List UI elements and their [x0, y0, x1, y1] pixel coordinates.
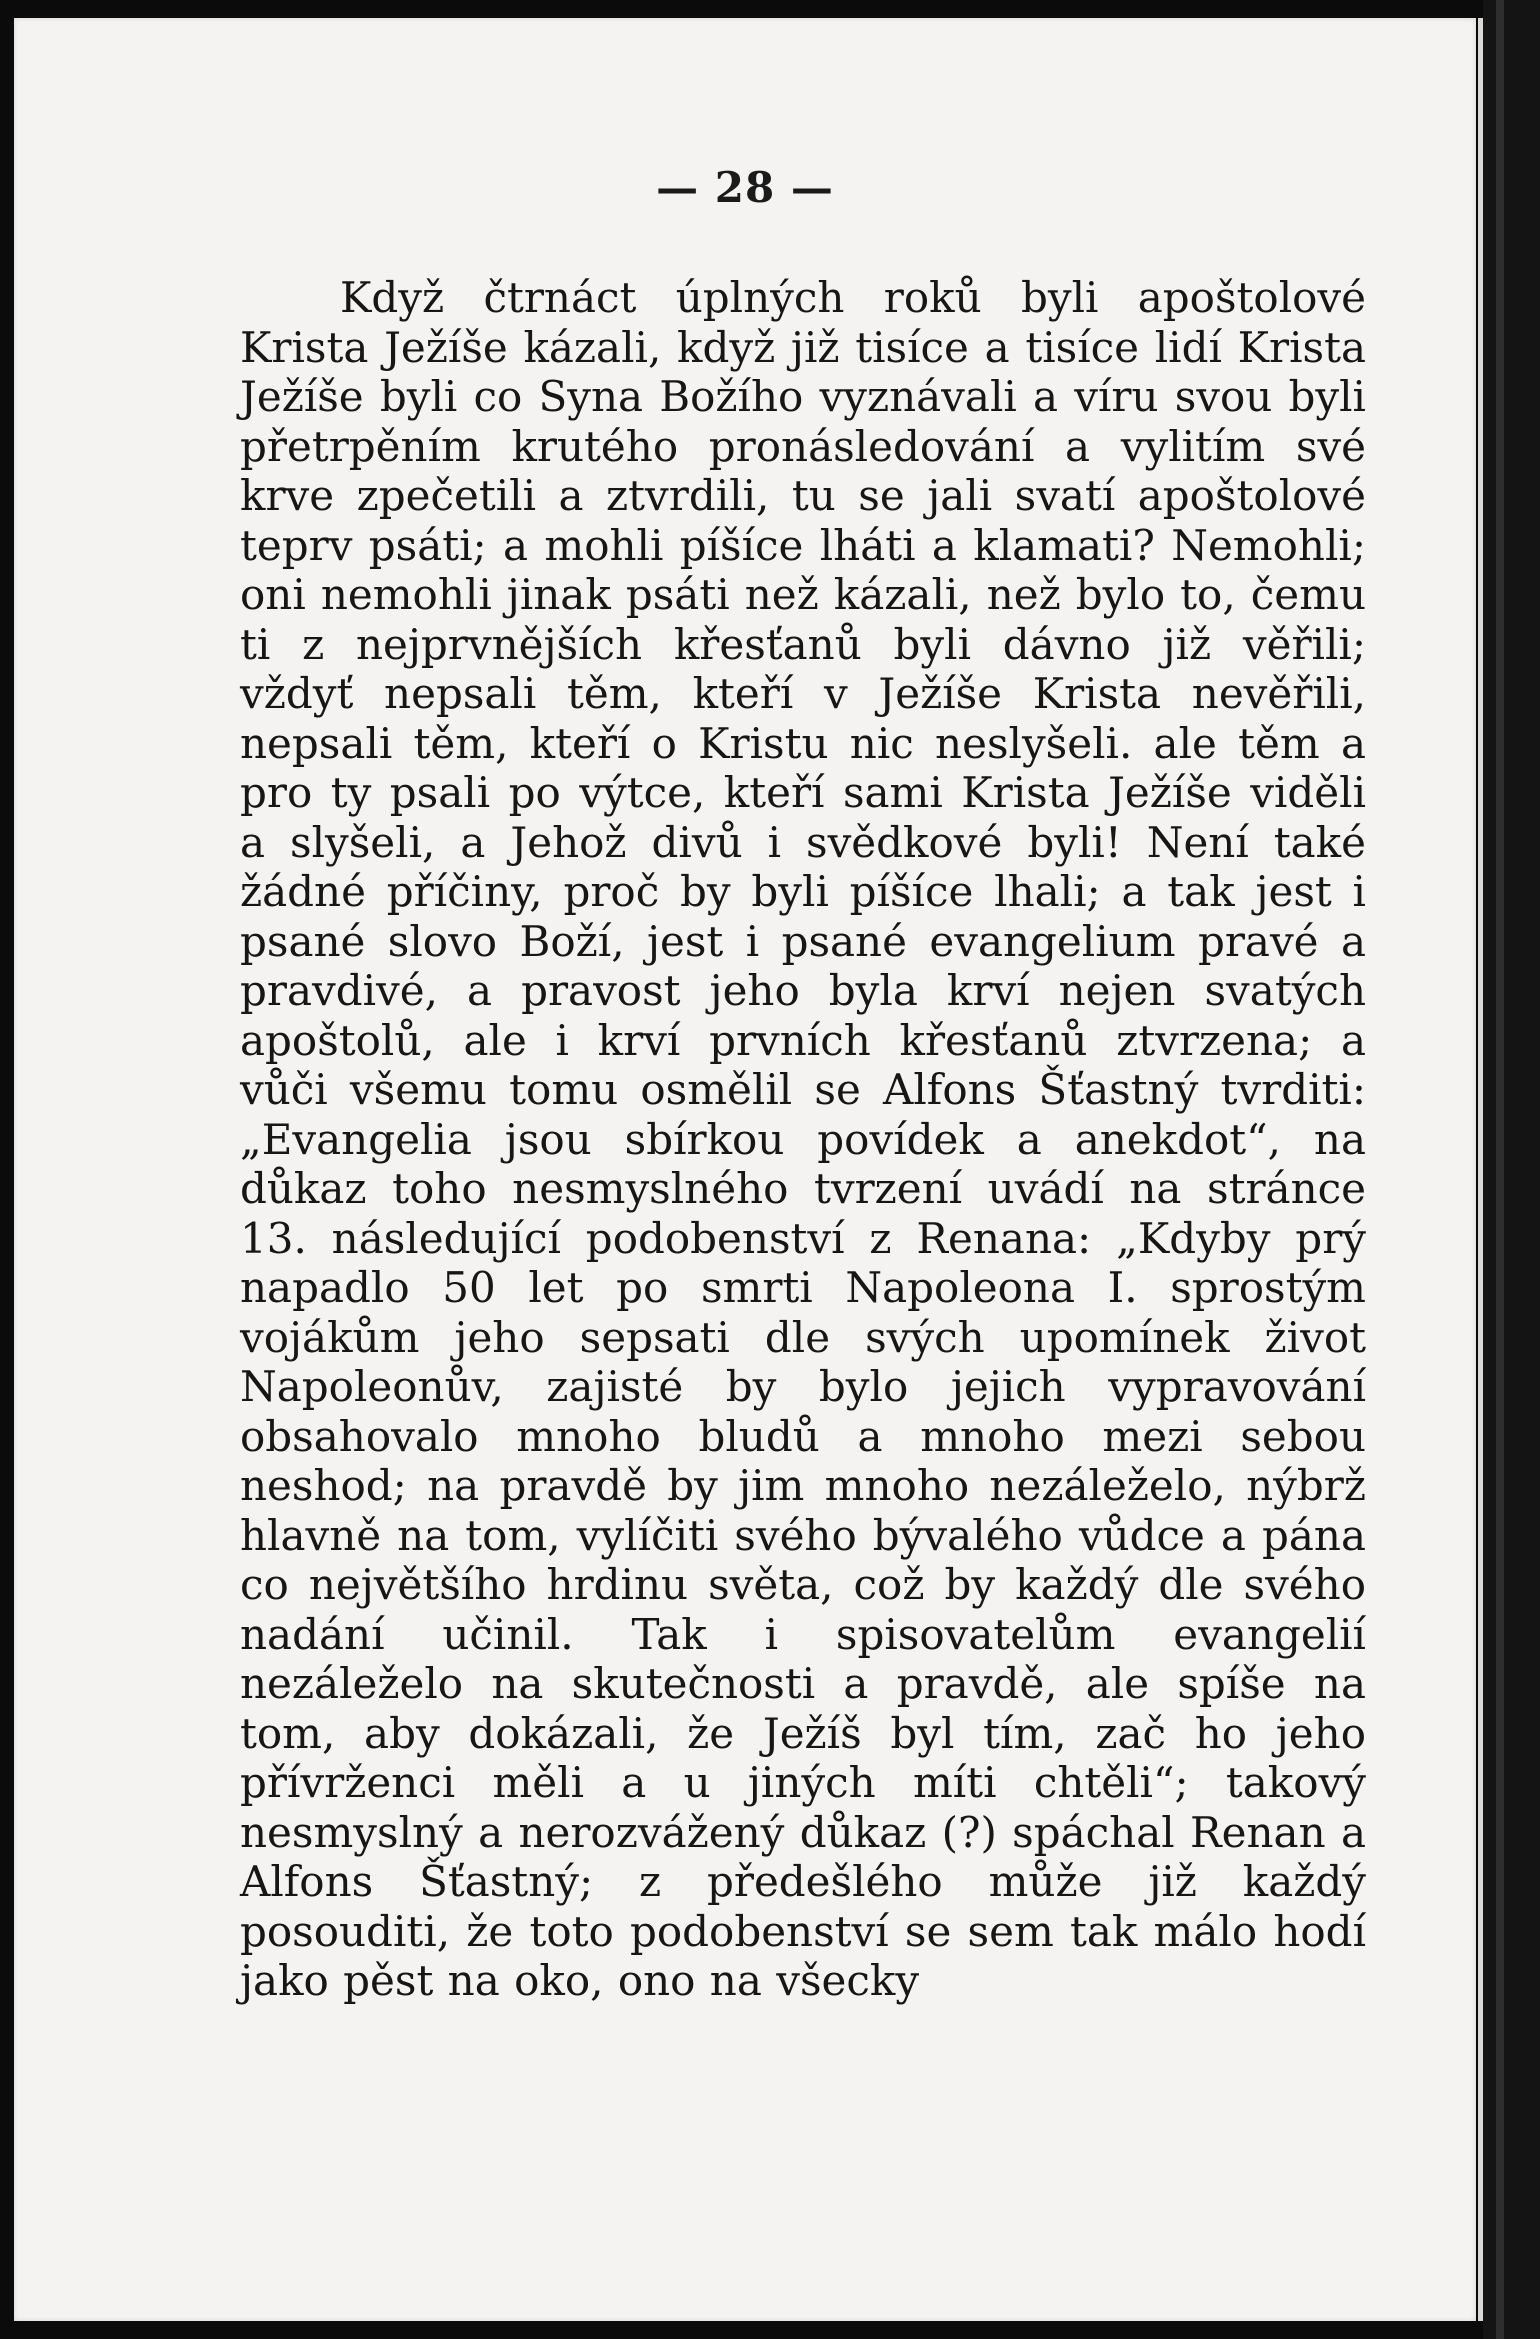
body-paragraph: Když čtrnáct úplných roků byli apoštolové Krista Ježíše kázali, když již tisíce a tisíce lidí Krista Ježíše byli co Syna Božího vyznávali a víru svou byli přetrpěním krutého pronásledování a vylitím své krve zpečetili a ztvrdili, tu se jali svatí apoštolové teprv psáti; a mohli píšíce lháti a klamati? Nemohli; oni nemohli jinak psáti než kázali, než bylo to, čemu ti z nejprvnějších křesťanů byli dávno již věřili; vždyť nepsali těm, kteří v Ježíše Krista nevěřili, nepsali těm, kteří o Kristu nic neslyšeli. ale těm a pro ty psali po výtce, kteří sami Krista Ježíše viděli a slyšeli, a Jehož divů i svědkové byli! Není také žádné příčiny, proč by byli píšíce lhali; a tak jest i psané slovo Boží, jest i psané evangelium pravé a pravdivé, a pravost jeho byla krví nejen svatých apoštolů, ale i krví prvních křesťanů ztvrzena; a vůči všemu tomu osmělil se Alfons Šťastný tvrditi: „Evangelia jsou sbírkou povídek a anekdot“, na důkaz toho nesmyslného tvrzení uvádí na stránce 13. následující podobenství z Renana: „Kdyby prý napadlo 50 let po smrti Napoleona I. sprostým vojákům jeho sepsati dle svých upomínek život Napoleonův, zajisté by bylo jejich vypravování obsahovalo mnoho bludů a mnoho mezi sebou neshod; na pravdě by jim mnoho nezáleželo, nýbrž hlavně na tom, vylíčiti svého bývalého vůdce a pána co největšího hrdinu světa, což by každý dle svého nadání učinil. Tak i spisovatelům evangelií nezáleželo na skutečnosti a pravdě, ale spíše na tom, aby dokázali, že Ježíš byl tím, zač ho jeho přívrženci měli a u jiných míti chtěli“; takový nesmyslný a nerozvážený důkaz (?) spáchal Renan a Alfons Šťastný; z předešlého může již každý posouditi, že toto podobenství se sem tak málo hodí jako pěst na oko, ono na všecky — [240, 273, 1366, 2005]
scan-border — [1483, 0, 1540, 2339]
page-number: — 28 — — [656, 163, 834, 212]
next-page-edge — [1496, 0, 1504, 2339]
book-page — [14, 18, 1476, 2321]
